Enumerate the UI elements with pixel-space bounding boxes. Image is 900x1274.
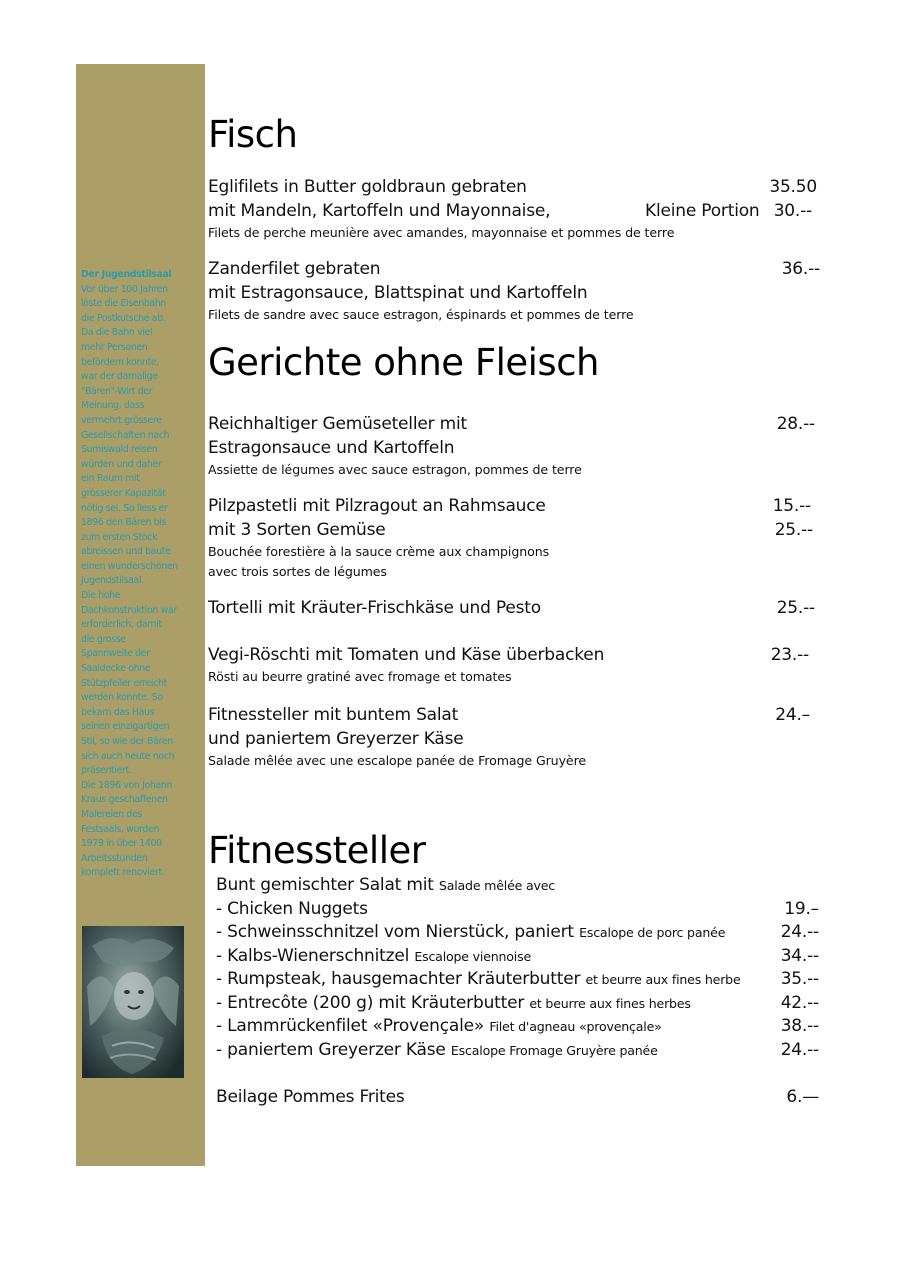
fitnessteller-item xyxy=(216,1015,819,1039)
dish-tortelli xyxy=(208,596,823,620)
item-price: 24.-- xyxy=(780,1039,819,1060)
fitnessteller-list xyxy=(216,874,819,1110)
item-translation: Escalope viennoise xyxy=(414,948,532,964)
sidebar-line: Jugendstilsaal. xyxy=(81,575,144,587)
sidebar-line: 1979 in über 1400 xyxy=(81,838,162,850)
fitnessteller-item xyxy=(216,1039,819,1063)
beilage-label: Beilage Pommes Frites xyxy=(216,1087,405,1107)
sidebar-line: Die 1896 von Johann xyxy=(81,779,173,791)
dish-name: Vegi-Röschti mit Tomaten und Käse überbacken xyxy=(208,645,605,665)
dish-price: 25.-- xyxy=(776,598,815,618)
item-translation: Escalope de porc panée xyxy=(579,925,726,940)
dish-description: mit Estragonsauce, Blattspinat und Kartoffeln xyxy=(208,283,588,303)
item-price: 19.– xyxy=(784,898,819,919)
dish-name: Fitnessteller mit buntem Salat xyxy=(208,705,459,725)
sidebar-line: nötig sei. So liess er xyxy=(81,502,168,514)
item-name: - Entrecôte (200 g) mit Kräuterbutter xyxy=(216,992,525,1013)
fitnessteller-item xyxy=(216,992,819,1016)
dish-name: Zanderfilet gebraten xyxy=(208,259,381,279)
dish-price: 15.-- xyxy=(772,496,811,516)
sidebar-line: Gesellschaften nach xyxy=(81,429,170,441)
sidebar-line: Stützpfeiler erreicht xyxy=(81,677,167,689)
fitnessteller-item xyxy=(216,921,819,945)
dish-name: Tortelli mit Kräuter-Frischkäse und Pesto xyxy=(208,598,541,618)
sidebar-line: Vor über 100 Jahren xyxy=(81,283,168,295)
fitnessteller-intro xyxy=(216,874,819,898)
dish-translation: Rösti au beurre gratiné avec fromage et tomates xyxy=(208,669,512,684)
sidebar-line: Dachkonstruktion war xyxy=(81,604,177,616)
dish-price-large: 25.-- xyxy=(774,520,813,540)
sidebar-line: Stil, so wie der Bären xyxy=(81,736,173,747)
small-portion-label: Kleine Portion xyxy=(645,201,760,221)
dish-name: Reichhaltiger Gemüseteller mit xyxy=(208,414,467,434)
dish-price: 23.-- xyxy=(770,645,809,665)
dish-vegi-roeschti xyxy=(208,643,823,687)
sidebar-line: Da die Bahn viel xyxy=(81,327,153,339)
item-translation: et beurre aux fines herbe xyxy=(585,972,741,987)
sidebar-line: löste die Eisenbahn xyxy=(81,298,167,310)
dish-price-small: 30.-- xyxy=(773,201,812,221)
item-name: - Schweinsschnitzel vom Nierstück, paniert xyxy=(216,922,574,942)
item-name: - paniertem Greyerzer Käse xyxy=(216,1039,446,1060)
dish-name: Eglifilets in Butter goldbraun gebraten xyxy=(208,177,527,197)
angel-carving-icon xyxy=(82,926,184,1078)
item-name: - Rumpsteak, hausgemachter Kräuterbutter xyxy=(216,969,581,989)
sidebar-line: Saaldecke ohne xyxy=(81,663,151,675)
sidebar-line: sich auch heute noch xyxy=(81,750,175,762)
sidebar-line: würden und daher xyxy=(81,458,162,470)
dish-zanderfilet xyxy=(208,257,823,325)
dish-gemueseteller xyxy=(208,412,823,480)
item-name: - Chicken Nuggets xyxy=(216,898,368,919)
beilage-price: 6.— xyxy=(786,1087,819,1107)
sidebar xyxy=(76,64,205,1166)
sidebar-line: Kraus geschaffenen xyxy=(81,794,168,806)
dish-price: 36.-- xyxy=(781,259,820,279)
sidebar-line: "Bären"-Wirt der xyxy=(81,385,153,397)
dish-pilzpastetli xyxy=(208,494,823,582)
sidebar-line: befördern konnte, xyxy=(81,356,159,368)
sidebar-lines xyxy=(81,283,203,881)
fitnessteller-item xyxy=(216,898,819,922)
sidebar-line: abreissen und baute xyxy=(81,546,171,558)
sidebar-story xyxy=(81,268,203,881)
sidebar-line: die grosse xyxy=(81,633,126,645)
dish-description: Estragonsauce und Kartoffeln xyxy=(208,438,455,458)
dish-translation: Assiette de légumes avec sauce estragon, pommes de terre xyxy=(208,462,582,477)
sidebar-line: mehr Personen xyxy=(81,341,148,353)
sidebar-line: vermehrt grössere xyxy=(81,414,162,426)
section-heading-fisch: Fisch xyxy=(208,113,298,156)
dish-description: und paniertem Greyerzer Käse xyxy=(208,729,464,749)
section-heading-fitnessteller: Fitnessteller xyxy=(208,829,426,872)
intro-de: Bunt gemischter Salat mit xyxy=(216,875,434,895)
item-price: 42.-- xyxy=(780,992,819,1013)
dish-translation: Filets de sandre avec sauce estragon, éspinards et pommes de terre xyxy=(208,307,634,322)
dish-translation: Salade mêlée avec une escalope panée de Fromage Gruyère xyxy=(208,753,587,768)
sidebar-line: bekam das Haus xyxy=(81,706,155,718)
item-translation: et beurre aux fines herbes xyxy=(529,995,691,1011)
dish-description: mit 3 Sorten Gemüse xyxy=(208,520,386,540)
item-translation: Filet d'agneau «provençale» xyxy=(489,1019,662,1034)
item-name: - Lammrückenfilet «Provençale» xyxy=(216,1016,485,1036)
dish-eglifilets xyxy=(208,175,823,243)
item-price: 24.-- xyxy=(780,922,819,942)
sidebar-title: Der Jugendstilsaal xyxy=(81,269,172,280)
fitnessteller-items xyxy=(216,898,819,1063)
sidebar-line: Die hohe xyxy=(81,590,121,602)
item-price: 38.-- xyxy=(780,1016,819,1036)
dish-translation-2: avec trois sortes de légumes xyxy=(208,564,387,579)
sidebar-line: werden konnte. So xyxy=(81,692,163,704)
sidebar-line: Arbeitsstunden xyxy=(81,852,148,864)
sidebar-line: präsentiert. xyxy=(81,765,132,777)
sidebar-line: zum ersten Stock xyxy=(81,531,158,543)
sidebar-line: ein Raum mit xyxy=(81,473,140,485)
sidebar-line: Sumiswald reisen xyxy=(81,444,158,456)
sidebar-line: die Postkutsche ab. xyxy=(81,312,166,324)
sidebar-line: komplett renoviert. xyxy=(81,867,165,879)
sidebar-line: Malereien des xyxy=(81,808,142,820)
dish-price: 28.-- xyxy=(776,414,815,434)
sidebar-line: seinen einzigartigen xyxy=(81,721,170,733)
dish-price: 35.50 xyxy=(769,177,817,197)
intro-fr: Salade mêlée avec xyxy=(438,878,556,893)
dish-translation: Filets de perche meunière avec amandes, mayonnaise et pommes de terre xyxy=(208,225,675,240)
fitnessteller-item xyxy=(216,968,819,992)
item-price: 35.-- xyxy=(780,969,819,989)
beilage-row xyxy=(216,1086,819,1110)
item-price: 34.-- xyxy=(780,945,819,966)
item-translation: Escalope Fromage Gruyère panée xyxy=(450,1042,658,1058)
sidebar-line: grösserer Kapazität xyxy=(81,487,166,499)
dish-description: mit Mandeln, Kartoffeln und Mayonnaise, xyxy=(208,201,551,221)
dish-fitnessteller-kaese xyxy=(208,703,823,771)
fitnessteller-item xyxy=(216,945,819,969)
sidebar-line: Spannweite der xyxy=(81,648,150,660)
sidebar-line: erforderlich, damit xyxy=(81,619,162,631)
item-name: - Kalbs-Wienerschnitzel xyxy=(216,945,410,966)
sidebar-line: 1896 den Bären bis xyxy=(81,517,167,529)
section-heading-ohne-fleisch: Gerichte ohne Fleisch xyxy=(208,341,599,384)
dish-price: 24.– xyxy=(775,705,810,725)
dish-name: Pilzpastetli mit Pilzragout an Rahmsauce xyxy=(208,496,546,516)
dish-translation: Bouchée forestière à la sauce crème aux champignons xyxy=(208,544,550,559)
sidebar-line: Meinung, dass xyxy=(81,400,145,412)
sidebar-line: einen wunderschönen xyxy=(81,560,178,572)
sidebar-line: war der damalige xyxy=(81,371,158,383)
sidebar-line: Festsaals, wurden xyxy=(81,823,160,835)
